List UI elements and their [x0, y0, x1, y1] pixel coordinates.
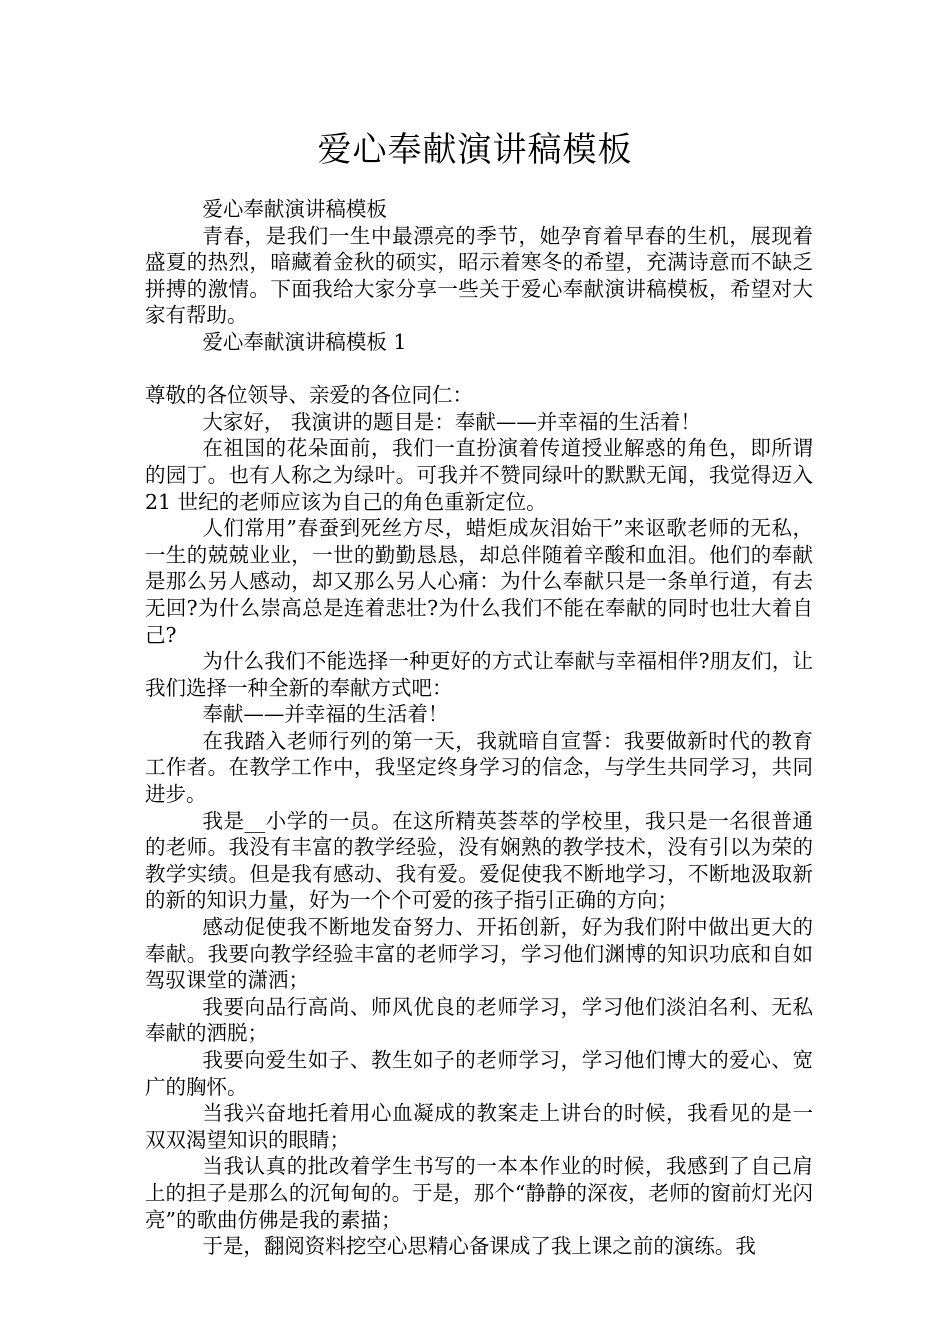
body-paragraph: 大家好， 我演讲的题目是：奉献——并幸福的生活着！ — [202, 409, 701, 434]
body-paragraph: 在我踏入老师行列的第一天，我就暗自宣誓：我要做新时代的教育工作者。在教学工作中，我坚定终身学习的信念，与学生共同学习，共同进步。 — [145, 728, 813, 807]
body-paragraph: 人们常用”春蚕到死丝方尽，蜡炬成灰泪始干”来讴歌老师的无私，一生的兢兢业业，一世的勤勤恳恳，却总伴随着辛酸和血泪。他们的奉献是那么另人感动，却又那么另人心痛：为什么奉献只是一条单行道，有去无回?为什么崇高总是连着悲壮?为什么我们不能在奉献的同时也壮大着自己? — [145, 516, 813, 647]
salutation-paragraph: 尊敬的各位领导、亲爱的各位同仁： — [145, 383, 473, 408]
intro-paragraph: 青春，是我们一生中最漂亮的季节，她孕育着早春的生机，展现着盛夏的热烈，暗藏着金秋的硕实，昭示着寒冬的希望，充满诗意而不缺乏拼搏的激情。下面我给大家分享一些关于爱心奉献演讲稿模板，希望对大家有帮助。 — [145, 223, 813, 328]
body-paragraph: 感动促使我不断地发奋努力、开拓创新，好为我们附中做出更大的奉献。我要向教学经验丰富的老师学习，学习他们渊博的知识功底和自如驾驭课堂的潇洒； — [145, 915, 813, 993]
blank-line — [145, 356, 813, 383]
body-paragraph: 于是，翻阅资料挖空心思精心备课成了我上课之前的演练。我 — [202, 1234, 756, 1259]
body-paragraph: 我要向品行高尚、师风优良的老师学习，学习他们淡泊名利、无私奉献的洒脱； — [145, 994, 813, 1046]
body-paragraph: 当我兴奋地托着用心血凝成的教案走上讲台的时候，我看见的是一双双渴望知识的眼睛； — [145, 1101, 813, 1152]
subtitle-paragraph: 爱心奉献演讲稿模板 — [202, 197, 387, 221]
document-body — [145, 196, 813, 1260]
body-paragraph: 奉献——并幸福的生活着！ — [202, 702, 449, 727]
body-paragraph: 我要向爱生如子、教生如子的老师学习，学习他们博大的爱心、宽广的胸怀。 — [145, 1048, 813, 1099]
body-paragraph: 为什么我们不能选择一种更好的方式让奉献与幸福相伴?朋友们，让我们选择一种全新的奉献方式吧： — [145, 649, 813, 700]
body-paragraph: 我是__小学的一员。在这所精英荟萃的学校里，我只是一名很普通的老师。我没有丰富的教学经验，没有娴熟的教学技术，没有引以为荣的教学实绩。但是我有感动、我有爱。爱促使我不断地学习，不断地汲取新的新的知识力量，好为一个个可爱的孩子指引正确的方向； — [145, 808, 813, 913]
document-title: 爱心奉献演讲稿模板 — [317, 130, 633, 170]
body-paragraph: 当我认真的批改着学生书写的一本本作业的时候，我感到了自己肩上的担子是那么的沉甸甸的。于是，那个“静静的深夜，老师的窗前灯光闪亮”的歌曲仿佛是我的素描； — [145, 1154, 813, 1232]
section-heading: 爱心奉献演讲稿模板 1 — [202, 329, 407, 354]
body-paragraph: 在祖国的花朵面前，我们一直扮演着传道授业解惑的角色，即所谓的园丁。也有人称之为绿叶。可我并不赞同绿叶的默默无闻，我觉得迈入 21 世纪的老师应该为自己的角色重新定位。 — [145, 436, 813, 514]
